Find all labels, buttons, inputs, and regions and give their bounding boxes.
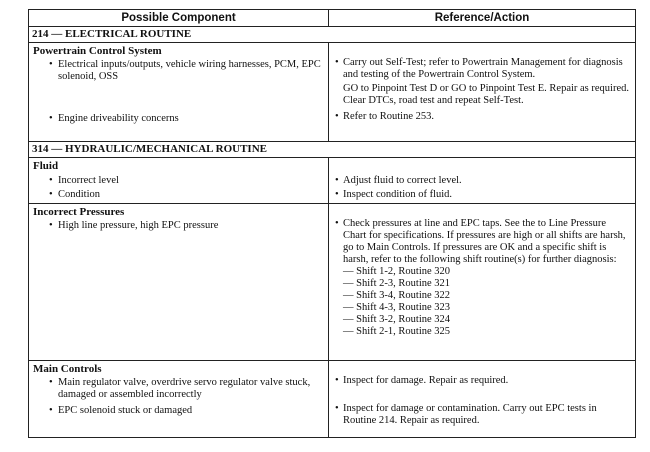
shift-routine: — Shift 2-1, Routine 325 <box>343 326 451 337</box>
action-item <box>329 175 635 187</box>
action-cell <box>329 43 636 142</box>
bullet-icon: • <box>335 175 339 186</box>
table-row <box>29 361 636 438</box>
bullet-icon: • <box>49 113 53 124</box>
table-row <box>29 43 636 142</box>
list-item <box>29 59 328 83</box>
table-row <box>29 204 636 361</box>
table-row <box>29 158 636 204</box>
list-item <box>29 405 328 417</box>
shift-routine: — Shift 1-2, Routine 320 <box>343 266 451 277</box>
action-text: Inspect for damage or contamination. Carry out EPC tests in Routine 214. Repair as required. <box>343 403 597 426</box>
shift-routine: — Shift 3-2, Routine 324 <box>343 314 451 325</box>
bullet-icon: • <box>49 175 53 186</box>
list-item <box>29 377 328 401</box>
component-cell <box>29 361 329 438</box>
group-title: Fluid <box>33 160 59 172</box>
action-text: Carry out Self-Test; refer to Powertrain Management for diagnosis and testing of the Powertrain Control System. <box>343 57 623 80</box>
section-row-electrical <box>29 27 636 43</box>
component-text: Incorrect level <box>58 175 119 186</box>
bullet-icon: • <box>49 220 53 231</box>
group-title: Main Controls <box>33 363 102 375</box>
action-text: Adjust fluid to correct level. <box>343 175 462 186</box>
action-continuation: GO to Pinpoint Test D or GO to Pinpoint Test E. Repair as required. Clear DTCs, road test and repeat Self-Test. <box>343 83 629 106</box>
header-reference-action: Reference/Action <box>329 10 636 27</box>
section-row-hydraulic <box>29 142 636 158</box>
bullet-icon: • <box>335 218 339 229</box>
bullet-icon: • <box>335 111 339 122</box>
action-item <box>329 375 635 387</box>
component-text: High line pressure, high EPC pressure <box>58 220 219 231</box>
group-title: Powertrain Control System <box>33 45 162 57</box>
component-text: Main regulator valve, overdrive servo regulator valve stuck, damaged or assembled incorrectly <box>58 377 311 400</box>
bullet-icon: • <box>335 57 339 68</box>
list-item <box>29 189 328 201</box>
action-text: Check pressures at line and EPC taps. See the to Line Pressure Chart for specifications. If pressures are high or all shifts are harsh, go to Main Controls. If pressures are OK and a specific shift is harsh, refer to the following shift routine(s) for further diagnosis: <box>343 218 626 265</box>
action-cell <box>329 204 636 361</box>
shift-routine: — Shift 3-4, Routine 322 <box>343 290 451 301</box>
bullet-icon: • <box>49 189 53 200</box>
shift-routine: — Shift 2-3, Routine 321 <box>343 278 451 289</box>
action-item <box>329 111 635 123</box>
action-item <box>329 218 635 266</box>
section-title: 214 — ELECTRICAL ROUTINE <box>29 27 636 43</box>
shift-routine: — Shift 4-3, Routine 323 <box>343 302 451 313</box>
action-item <box>329 403 635 427</box>
component-cell <box>29 158 329 204</box>
list-item <box>29 220 328 232</box>
bullet-icon: • <box>49 377 53 388</box>
action-cell <box>329 361 636 438</box>
group-title: Incorrect Pressures <box>33 206 125 218</box>
header-possible-component: Possible Component <box>29 10 329 27</box>
component-text: Condition <box>58 189 101 200</box>
component-cell <box>29 204 329 361</box>
action-item <box>329 189 635 201</box>
action-text: Inspect for damage. Repair as required. <box>343 375 509 386</box>
list-item <box>29 175 328 187</box>
bullet-icon: • <box>49 59 53 70</box>
component-text: EPC solenoid stuck or damaged <box>58 405 193 416</box>
action-cell <box>329 158 636 204</box>
list-item <box>29 113 328 125</box>
bullet-icon: • <box>335 375 339 386</box>
bullet-icon: • <box>49 405 53 416</box>
diagnosis-table <box>28 9 636 438</box>
component-text: Electrical inputs/outputs, vehicle wiring harnesses, PCM, EPC solenoid, OSS <box>58 59 321 82</box>
action-text: Inspect condition of fluid. <box>343 189 453 200</box>
diagnosis-table-page <box>28 9 635 446</box>
bullet-icon: • <box>335 403 339 414</box>
component-text: Engine driveability concerns <box>58 113 179 124</box>
action-item <box>329 57 635 81</box>
bullet-icon: • <box>335 189 339 200</box>
section-title: 314 — HYDRAULIC/MECHANICAL ROUTINE <box>29 142 636 158</box>
action-text: Refer to Routine 253. <box>343 111 434 122</box>
table-header-row <box>29 10 636 27</box>
component-cell <box>29 43 329 142</box>
